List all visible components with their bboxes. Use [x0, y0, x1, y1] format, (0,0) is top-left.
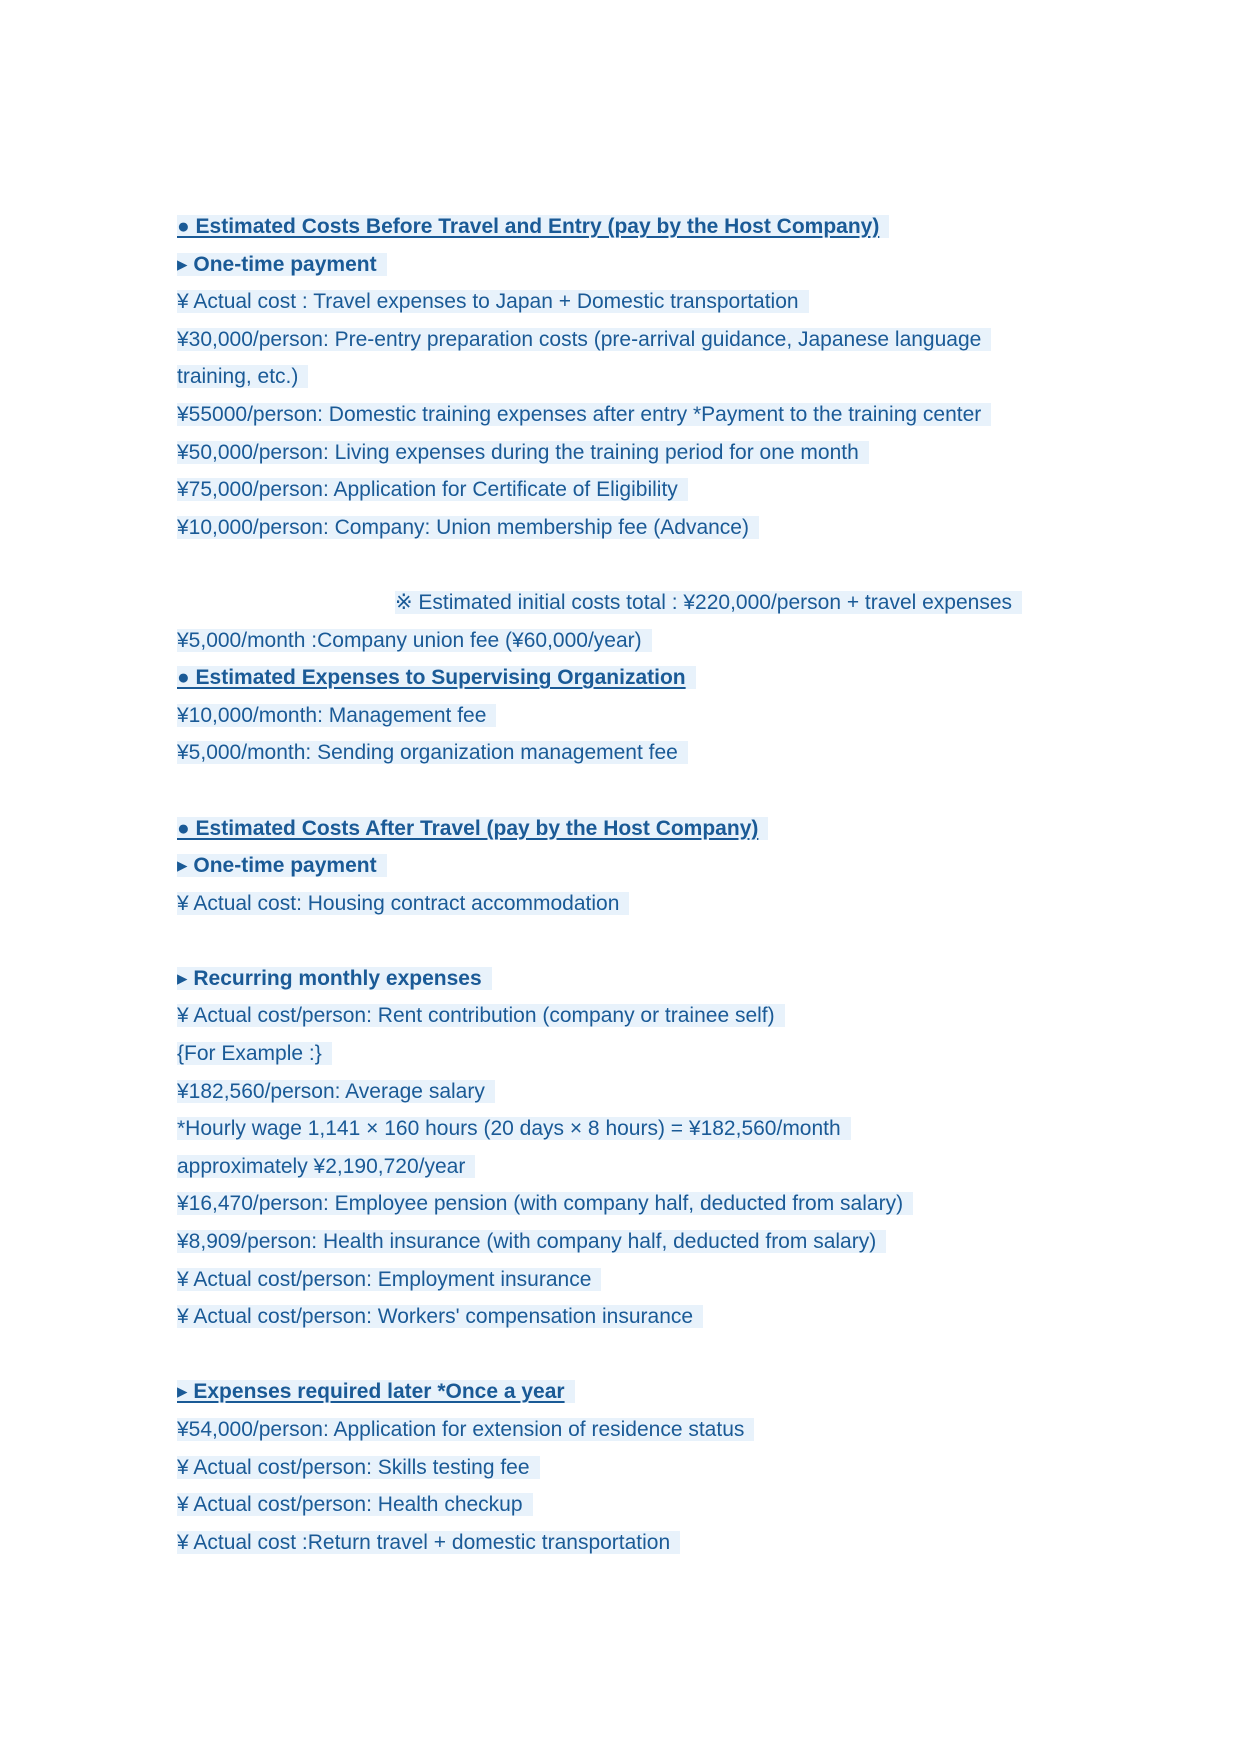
- cost-line: ¥75,000/person: Application for Certificate of Eligibility: [177, 471, 1107, 509]
- cost-line: ¥ Actual cost/person: Employment insurance: [177, 1261, 1107, 1299]
- subheading-one-time-payment: ▸ One-time payment: [177, 847, 1107, 885]
- estimated-total: ※ Estimated initial costs total : ¥220,000/person + travel expenses: [177, 584, 1107, 622]
- cost-line: ¥8,909/person: Health insurance (with company half, deducted from salary): [177, 1223, 1107, 1261]
- spacer: [177, 772, 1107, 810]
- spacer: [177, 922, 1107, 960]
- document-body: [177, 208, 1107, 1561]
- spacer: [177, 546, 1107, 584]
- cost-line: ¥5,000/month :Company union fee (¥60,000/year): [177, 622, 1107, 660]
- subheading-recurring-monthly: ▸ Recurring monthly expenses: [177, 960, 1107, 998]
- cost-line: {For Example :}: [177, 1035, 1107, 1073]
- cost-line: ¥16,470/person: Employee pension (with company half, deducted from salary): [177, 1185, 1107, 1223]
- cost-line: ¥ Actual cost/person: Skills testing fee: [177, 1449, 1107, 1487]
- section-heading-before-travel: ● Estimated Costs Before Travel and Entry (pay by the Host Company): [177, 208, 1107, 246]
- cost-line: ¥ Actual cost/person: Health checkup: [177, 1486, 1107, 1524]
- cost-line: ¥30,000/person: Pre-entry preparation costs (pre-arrival guidance, Japanese language: [177, 321, 1107, 359]
- section-heading-after-travel: ● Estimated Costs After Travel (pay by the Host Company): [177, 810, 1107, 848]
- cost-line: *Hourly wage 1,141 × 160 hours (20 days × 8 hours) = ¥182,560/month: [177, 1110, 1107, 1148]
- cost-line: ¥10,000/person: Company: Union membership fee (Advance): [177, 509, 1107, 547]
- cost-line: ¥182,560/person: Average salary: [177, 1073, 1107, 1111]
- spacer: [177, 1336, 1107, 1374]
- cost-line: ¥50,000/person: Living expenses during the training period for one month: [177, 434, 1107, 472]
- section-heading-supervising: ● Estimated Expenses to Supervising Organization: [177, 659, 1107, 697]
- cost-line: approximately ¥2,190,720/year: [177, 1148, 1107, 1186]
- cost-line: ¥ Actual cost/person: Rent contribution (company or trainee self): [177, 997, 1107, 1035]
- cost-line: ¥ Actual cost: Housing contract accommodation: [177, 885, 1107, 923]
- cost-line: ¥10,000/month: Management fee: [177, 697, 1107, 735]
- cost-line: ¥ Actual cost :Return travel + domestic transportation: [177, 1524, 1107, 1562]
- cost-line: ¥ Actual cost/person: Workers' compensation insurance: [177, 1298, 1107, 1336]
- cost-line: ¥ Actual cost : Travel expenses to Japan + Domestic transportation: [177, 283, 1107, 321]
- cost-line: ¥55000/person: Domestic training expenses after entry *Payment to the training center: [177, 396, 1107, 434]
- subheading-one-time-payment: ▸ One-time payment: [177, 246, 1107, 284]
- cost-line: ¥5,000/month: Sending organization management fee: [177, 734, 1107, 772]
- cost-line: training, etc.): [177, 358, 1107, 396]
- cost-line: ¥54,000/person: Application for extension of residence status: [177, 1411, 1107, 1449]
- subheading-expenses-later: ▸ Expenses required later *Once a year: [177, 1373, 1107, 1411]
